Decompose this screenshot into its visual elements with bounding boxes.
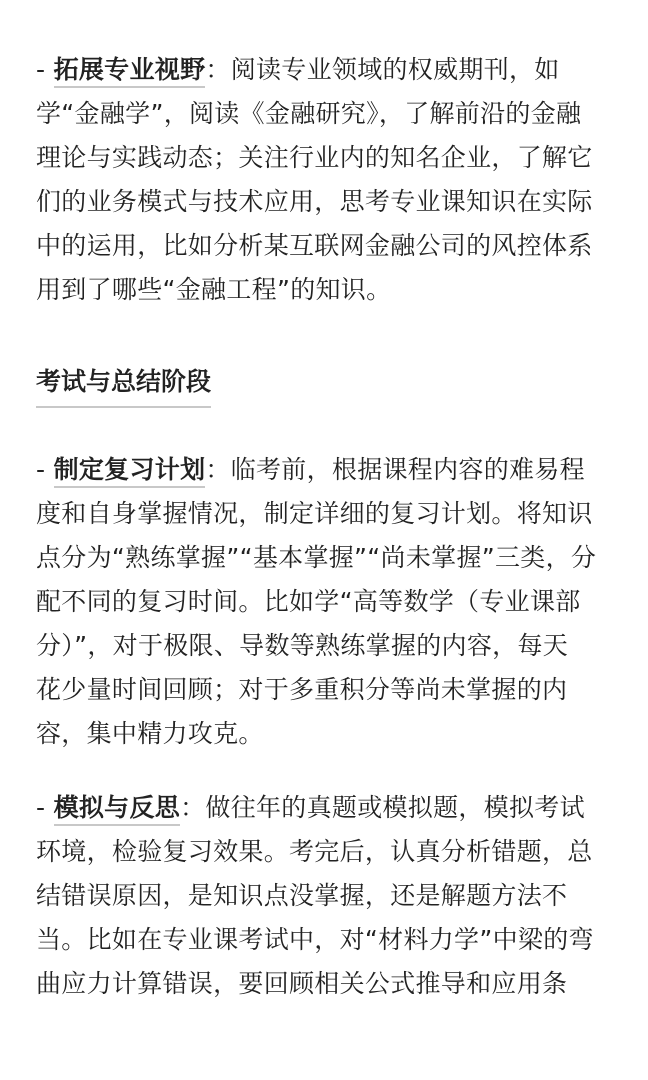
paragraph-line: 当。比如在专业课考试中，对“材料力学”中梁的弯 — [36, 925, 594, 954]
paragraph-line: 理论与实践动态；关注行业内的知名企业，了解它 — [36, 143, 593, 172]
term-heading: 制定复习计划 — [54, 455, 206, 488]
paragraph-review-plan — [36, 448, 620, 756]
paragraph-line: 结错误原因，是知识点没掌握，还是解题方法不 — [36, 881, 568, 910]
list-dash: - — [36, 55, 54, 84]
paragraph-line: 花少量时间回顾；对于多重积分等尚未掌握的内 — [36, 675, 568, 704]
paragraph-line: 用到了哪些“金融工程”的知识。 — [36, 275, 392, 304]
line-text: ：阅读专业领域的权威期刊，如 — [205, 55, 560, 84]
paragraph-line: 环境，检验复习效果。考完后，认真分析错题，总 — [36, 837, 593, 866]
list-dash: - — [36, 793, 54, 822]
term-heading: 模拟与反思 — [54, 793, 181, 826]
paragraph-line: 曲应力计算错误，要回顾相关公式推导和应用条 — [36, 969, 568, 998]
paragraph-simulate-reflect — [36, 786, 620, 1006]
line-text: ：临考前，根据课程内容的难易程 — [205, 455, 585, 484]
paragraph-line: 度和自身掌握情况，制定详细的复习计划。将知识 — [36, 499, 593, 528]
paragraph-line: 分）”，对于极限、导数等熟练掌握的内容，每天 — [36, 631, 569, 660]
paragraph-line: 学“金融学”，阅读《金融研究》，了解前沿的金融 — [36, 99, 582, 128]
line-text: ：做往年的真题或模拟题，模拟考试 — [180, 793, 585, 822]
paragraph-line: 点分为“熟练掌握”“基本掌握”“尚未掌握”三类，分 — [36, 543, 597, 572]
paragraph-line: 配不同的复习时间。比如学“高等数学（专业课部 — [36, 587, 581, 616]
paragraph-expand-vision — [36, 48, 620, 312]
paragraph-line — [36, 48, 620, 92]
paragraph-line: 们的业务模式与技术应用，思考专业课知识在实际 — [36, 187, 593, 216]
term-heading: 拓展专业视野 — [54, 55, 206, 88]
section-title: 考试与总结阶段 — [36, 360, 211, 408]
paragraph-line — [36, 786, 620, 830]
paragraph-line: 容，集中精力攻克。 — [36, 719, 264, 748]
paragraph-line — [36, 448, 620, 492]
list-dash: - — [36, 455, 54, 484]
paragraph-line: 中的运用，比如分析某互联网金融公司的风控体系 — [36, 231, 593, 260]
